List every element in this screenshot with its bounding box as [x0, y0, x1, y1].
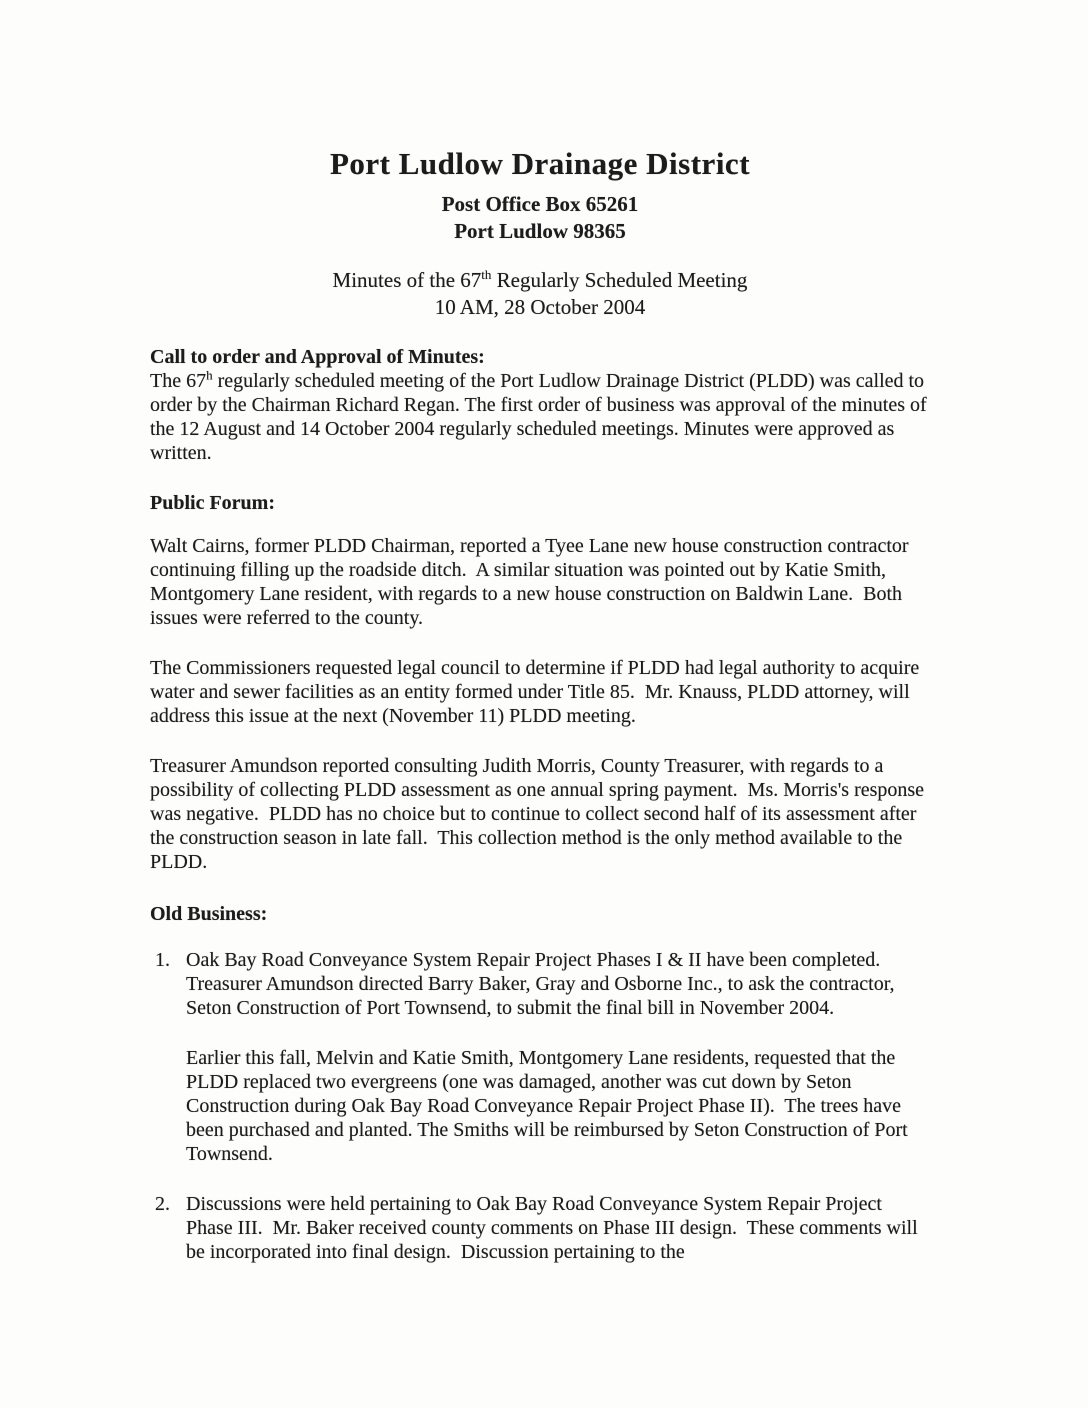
old-business-item-2-paragraph-1: Discussions were held pertaining to Oak Bay Road Conveyance System Repair Project Phase III. Mr. Baker received county comments on Phase III design. These comments will be incorporated into final design. Discussion pertaining to the	[186, 1193, 923, 1263]
old-business-item-1	[155, 948, 930, 1192]
public-forum-heading: Public Forum:	[150, 492, 275, 514]
call-to-order-ordinal: h	[206, 367, 213, 383]
call-to-order-text-post: regularly scheduled meeting of the Port Ludlow Drainage District (PLDD) was called to order by the Chairman Richard Regan. The first order of business was approval of the minutes of the 12 August and 14 October 2004 regularly scheduled meetings. Minutes were approved as written.	[150, 370, 932, 464]
list-item-number: 2.	[155, 1193, 170, 1215]
call-to-order-heading: Call to order and Approval of Minutes:	[150, 346, 485, 368]
old-business-item-1-paragraph-1: Oak Bay Road Conveyance System Repair Project Phases I & II have been completed. Treasurer Amundson directed Barry Baker, Gray and Osborne Inc., to ask the contractor, Seton Construction of Port Townsend, to submit the final bill in November 2004.	[186, 949, 900, 1019]
section-public-forum	[150, 491, 930, 874]
public-forum-paragraph-2: The Commissioners requested legal council to determine if PLDD had legal authority to acquire water and sewer facilities as an entity formed under Title 85. Mr. Knauss, PLDD attorney, will address this issue at the next (November 11) PLDD meeting.	[150, 657, 925, 727]
minutes-title-ordinal: th	[481, 267, 492, 282]
doc-header	[150, 146, 930, 321]
minutes-title	[150, 267, 930, 294]
minutes-title-pre: Minutes of the 67	[332, 268, 482, 292]
city-zip-line: Port Ludlow 98365	[454, 219, 626, 243]
doc-title: Port Ludlow Drainage District	[329, 146, 751, 181]
list-item-body	[186, 948, 930, 1192]
old-business-item-2	[155, 1192, 930, 1290]
call-to-order-text-pre: The 67	[150, 370, 207, 392]
list-item-body	[186, 1192, 930, 1290]
public-forum-paragraph-3: Treasurer Amundson reported consulting Judith Morris, County Treasurer, with regards to a possibility of collecting PLDD assessment as one annual spring payment. Ms. Morris's response was negative. PLDD has no choice but to continue to collect second half of its assessment after the construction season in late fall. This collection method is the only method available to the PLDD.	[150, 755, 930, 873]
list-item-number: 1.	[155, 949, 170, 971]
po-box-line: Post Office Box 65261	[441, 192, 639, 216]
section-call-to-order	[150, 345, 930, 465]
document-body	[150, 345, 930, 1290]
public-forum-paragraph-1: Walt Cairns, former PLDD Chairman, reported a Tyee Lane new house construction contractor continuing filling up the roadside ditch. A similar situation was pointed out by Katie Smith, Montgomery Lane resident, with regards to a new house construction on Baldwin Lane. Both issues were referred to the county.	[150, 535, 914, 629]
old-business-heading: Old Business:	[150, 903, 268, 925]
old-business-item-1-paragraph-2: Earlier this fall, Melvin and Katie Smith, Montgomery Lane residents, requested that the PLDD replaced two evergreens (one was damaged, another was cut down by Seton Construction during Oak Bay Road Conveyance Repair Project Phase II). The trees have been purchased and planted. The Smiths will be reimbursed by Seton Construction of Port Townsend.	[186, 1047, 913, 1165]
minutes-title-post: Regularly Scheduled Meeting	[491, 268, 748, 292]
meeting-datetime: 10 AM, 28 October 2004	[434, 295, 646, 319]
call-to-order-paragraph	[150, 369, 930, 465]
section-old-business	[150, 902, 930, 1290]
